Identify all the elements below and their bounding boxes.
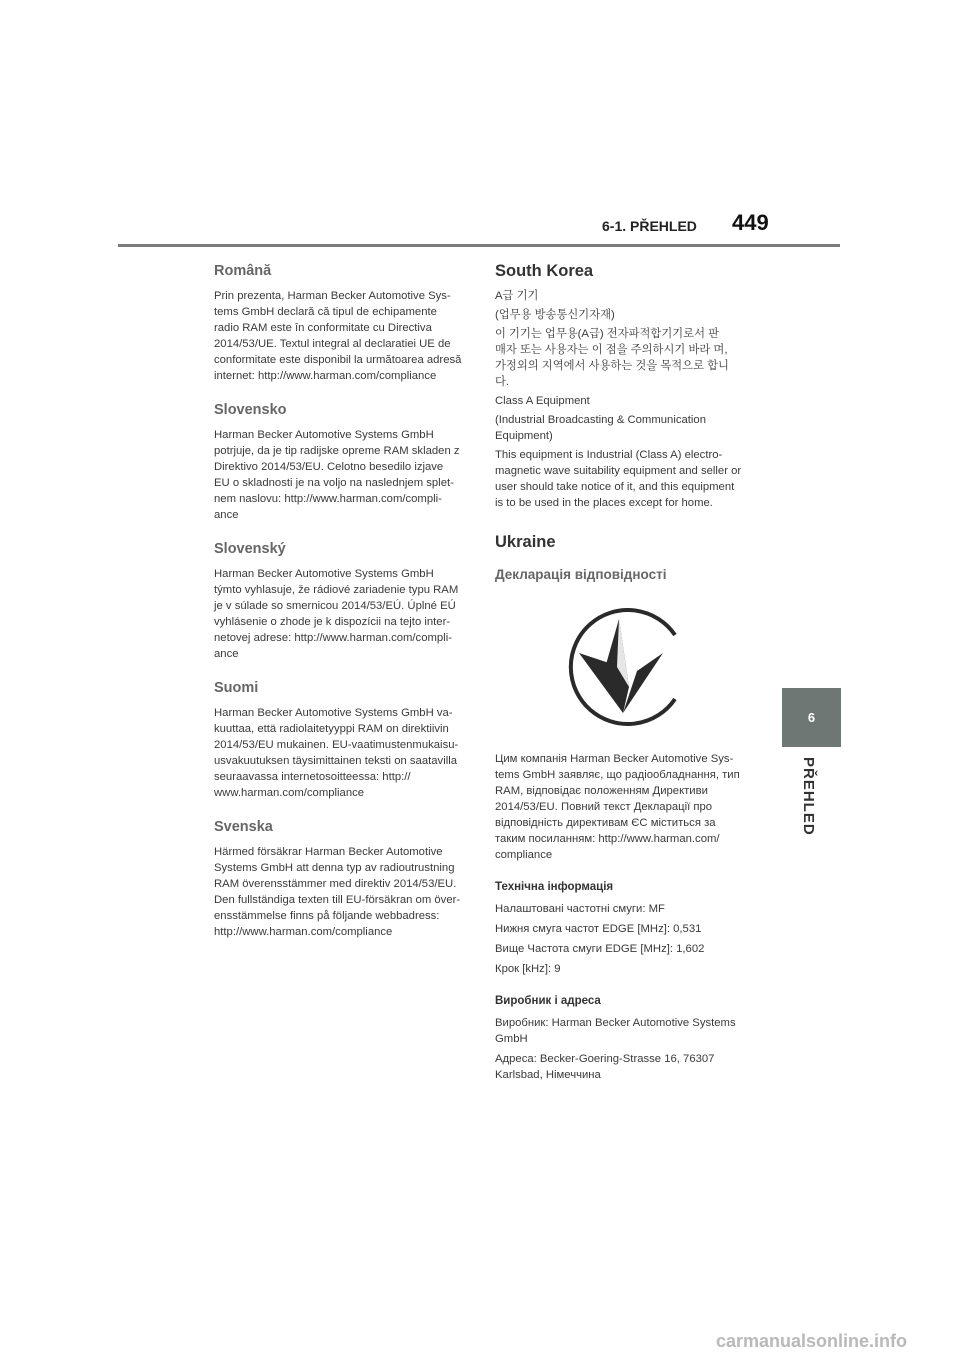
right-column: [495, 262, 751, 1100]
section-heading: Svenska: [214, 819, 273, 835]
watermark: carmanualsonline.info: [716, 1331, 908, 1351]
section-text: Härmed försäkrar Harman Becker Automotive Systems GmbH att denna typ av radioutrustning RAM överensstämmer med direktiv 2014/53/EU. Den fullständiga texten till EU-försäkran om över- ensstämmelse finns på följande webbadress: http://www.harman.com/compliance: [214, 846, 461, 938]
korea-text: (Industrial Broadcasting & Communication Equipment): [495, 414, 706, 442]
section-heading: Română: [214, 263, 272, 279]
ukraine-declaration: Цим компанія Harman Becker Automotive Sys- tems GmbH заявляє, що радіообладнання, тип RAM, відповідає положенням Директиви 2014/53/EU. Повний текст Декларації про відповідність директивам ЄС міститься за таким посиланням: http://www.harman.com/ compliance: [495, 753, 740, 861]
section-slovensko: [214, 401, 470, 523]
section-suomi: [214, 679, 470, 801]
korea-text: (업무용 방송통신기자재): [495, 309, 615, 321]
page-header: [0, 0, 960, 250]
korea-text: 이 기기는 업무용(A급) 전자파적합기기로서 판 매자 또는 사용자는 이 점을 주의하시기 바라 며, 가정외의 지역에서 사용하는 것을 목적으로 합니 다.: [495, 328, 729, 388]
manufacturer-line: Адреса: Becker-Goering-Strasse 16, 76307 Karlsbad, Німеччина: [495, 1053, 715, 1081]
korea-text: A급 기기: [495, 290, 539, 302]
section-heading: South Korea: [495, 262, 594, 280]
korea-text: Class A Equipment: [495, 395, 590, 407]
tech-info-line: Нижня смуга частот EDGE [MHz]: 0,531: [495, 923, 702, 935]
manufacturer-heading: Виробник і адреса: [495, 995, 601, 1007]
left-column: [214, 262, 470, 957]
section-svenska: [214, 818, 470, 940]
section-subheading: Декларація відповідності: [495, 567, 667, 582]
section-south-korea: [495, 262, 751, 511]
section-slovensky: [214, 540, 470, 662]
tech-info-line: Налаштовані частотні смуги: MF: [495, 903, 665, 915]
header-divider: [118, 244, 840, 247]
ukrsepro-conformity-mark-icon: [557, 605, 685, 729]
section-heading: Slovensko: [214, 402, 287, 418]
chapter-title: 6-1. PŘEHLED: [602, 218, 697, 234]
section-heading: Slovenský: [214, 541, 286, 557]
chapter-tab[interactable]: 6: [782, 688, 841, 747]
tech-info-line: Крок [kHz]: 9: [495, 963, 561, 975]
chapter-tab-label: PŘEHLED: [800, 757, 817, 836]
section-heading: Ukraine: [495, 533, 556, 551]
section-text: Harman Becker Automotive Systems GmbH potrjuje, da je tip radijske opreme RAM skladen z Direktivo 2014/53/EU. Celotno besedilo izjave EU o skladnosti je na voljo na naslednjem splet- nem naslovu: http://www.harman.com/compli- ance: [214, 429, 460, 521]
section-heading: Suomi: [214, 680, 259, 696]
section-text: Prin prezenta, Harman Becker Automotive Sys- tems GmbH declară că tipul de echipamente radio RAM este în conformitate cu Directiva 2014/53/UE. Textul integral al declaratiei UE de conformitate este disponibil la următoarea adresă internet: http://www.harman.com/compliance: [214, 290, 462, 382]
section-romana: [214, 262, 470, 384]
section-text: Harman Becker Automotive Systems GmbH va- kuuttaa, että radiolaitetyyppi RAM on direktiivin 2014/53/EU mukainen. EU-vaatimustenmukaisu- usvakuutuksen täysimittainen teksti on saatavilla seuraavassa internetosoitteessa: http:// www.harman.com/compliance: [214, 707, 459, 799]
section-ukraine: [495, 533, 751, 1083]
korea-text: This equipment is Industrial (Class A) electro- magnetic wave suitability equipment and seller or user should take notice of it, and this equipment is to be used in the places except for home.: [495, 449, 742, 509]
page-number: 449: [732, 210, 769, 235]
manufacturer-line: Виробник: Harman Becker Automotive Systems GmbH: [495, 1017, 736, 1045]
tech-info-line: Вище Частота смуги EDGE [MHz]: 1,602: [495, 943, 705, 955]
tech-info-heading: Технічна інформація: [495, 881, 614, 893]
section-text: Harman Becker Automotive Systems GmbH týmto vyhlasuje, že rádiové zariadenie typu RAM je v súlade so smernicou 2014/53/EÚ. Úplné EÚ vyhlásenie o zhode je k dispozícii na tejto inter- netovej adrese: http://www.harman.com/compli- ance: [214, 568, 459, 660]
